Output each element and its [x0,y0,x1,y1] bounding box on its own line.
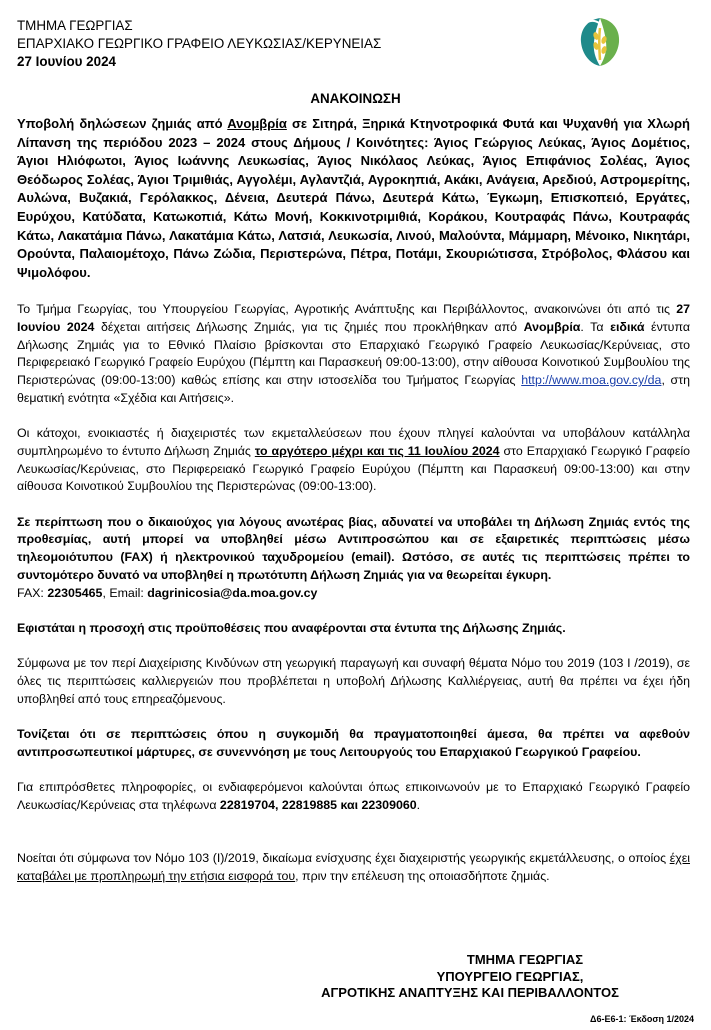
ministry-logo-icon [575,14,625,70]
paragraph-law: Σύμφωνα με τον περί Διαχείρισης Κινδύνων στη γεωργική παραγωγή και συναφή θέματα Νόμο του 2019 (103 Ι /2019), σε όλες τις περιπτώσεις καλλιεργειών που προβλέπεται η υποβολή Δήλωσης Καλλιέργειας, αυτή θα πρέπει να έχει ήδη υποβληθεί από τους επηρεαζόμενους. [17,656,690,706]
department-name: ΤΜΗΜΑ ΓΕΩΡΓΙΑΣ [17,18,133,33]
document-date: 27 Ιουνίου 2024 [17,54,116,69]
paragraph-witnesses: Τονίζεται ότι σε περιπτώσεις όπου η συγκομιδή θα πραγματοποιηθεί άμεσα, θα πρέπει να αφεθούν αντιπροσωπευτικοί μάρτυρες, σε συνεννόηση με τους Λειτουργούς του Επαρχιακού Γεωργικού Γραφείου. [17,727,690,759]
paragraph-contact: Για επιπρόσθετες πληροφορίες, οι ενδιαφερόμενοι καλούνται όπως επικοινωνούν με το Επαρχιακό Γεωργικό Γραφείο Λευκωσίας/Κερύνειας στα τηλέφωνα 22819704, 22819885 και 22309060. [17,780,690,812]
paragraph-applications: Το Τμήμα Γεωργίας, του Υπουργείου Γεωργίας, Αγροτικής Ανάπτυξης και Περιβάλλοντος, ανακοινώνει ότι από τις 27 Ιουνίου 2024 δέχεται αιτήσεις Δήλωσης Ζημιάς, για τις ζημιές που προκλήθηκαν από Ανομβρία. Τα ειδικά έντυπα Δήλωσης Ζημιάς για το Εθνικό Πλαίσιο βρίσκονται στο Επαρχιακό Γεωργικό Γραφείο Λευκωσίας/Κερύνειας, στο Περιφερειακό Γεωργικό Γραφείο Ευρύχου (Πέμπτη και Παρασκευή 09:00-13:00), στην αίθουσα Κοινοτικού Συμβουλίου της Περιστερώνας (09:00-13:00) καθώς επίσης και στην ιστοσελίδα του Τμήματος Γεωργίας http://www.moa.gov.cy/da, στη θεματική ενότητα «Σχέδια και Αιτήσεις». [17,302,690,405]
signature-line-3: ΑΓΡΟΤΙΚΗΣ ΑΝΑΠΤΥΞΗΣ ΚΑΙ ΠΕΡΙΒΑΛΛΟΝΤΟΣ [321,985,619,1001]
signature-line-1: ΤΜΗΜΑ ΓΕΩΡΓΙΑΣ [466,952,584,967]
deadline-text: το αργότερο μέχρι και τις 11 Ιουλίου 2024 [254,443,500,458]
announcement-title: ΑΝΑΚΟΙΝΩΣΗ [310,91,401,106]
signature-line-2: ΥΠΟΥΡΓΕΙΟ ΓΕΩΡΓΙΑΣ, [436,968,584,984]
paragraph-attention: Εφιστάται η προσοχή στις προϋποθέσεις που αναφέρονται στα έντυπα της Δήλωσης Ζημιάς. [17,620,566,635]
paragraph-eligibility: Νοείται ότι σύμφωνα τον Νόμο 103 (Ι)/2019, δικαίωμα ενίσχυσης έχει διαχειριστής γεωργικής εκμετάλλευσης, ο οποίος έχει καταβάλει με προπληρωμή την ετήσια εισφορά του, πριν την επέλευση της οποιασδήποτε ζημιάς. [17,851,690,883]
paragraph-deadline: Οι κάτοχοι, ενοικιαστές ή διαχειριστές των εκμεταλλεύσεων που έχουν πληγεί καλούνται να υποβάλουν κατάλληλα συμπληρωμένο το έντυπο Δήλωση Ζημιάς το αργότερο μέχρι και τις 11 Ιουλίου 2024 στο Επαρχιακό Γεωργικό Γραφείο Λευκωσίας/Κερύνειας, στο Περιφερειακό Γεωργικό Γραφείο Ευρύχου (Πέμπτη και Παρασκευή 09:00-13:00) και στην αίθουσα Κοινοτικού Συμβουλίου της Περιστερώνας (09:00-13:00). [17,426,690,494]
phone-numbers: 22819704, 22819885 και 22309060 [219,797,417,812]
email-address: dagrinicosia@da.moa.gov.cy [147,585,318,600]
office-name: ΕΠΑΡΧΙΑΚΟ ΓΕΩΡΓΙΚΟ ΓΡΑΦΕΙΟ ΛΕΥΚΩΣΙΑΣ/ΚΕΡΥΝΕΙΑΣ [17,36,382,51]
form-version-code: Δ6-Ε6-1: Έκδοση 1/2024 [589,1014,694,1024]
fax-number: 22305465 [47,585,103,600]
paragraph-force-majeure: Σε περίπτωση που ο δικαιούχος για λόγους ανωτέρας βίας, αδυνατεί να υποβάλει τη Δήλωση Ζημιάς εντός της προθεσμίας, αυτή μπορεί να υποβληθεί μέσω Αντιπροσώπου και σε εξαιρετικές περιπτώσεις μέσω τηλεομοιότυπου (FAX) ή ηλεκτρονικού ταχυδρομείου (email). Ωστόσο, σε αυτές τις περιπτώσεις πρέπει το συντομότερο δυνατό να υποβληθεί η πρωτότυπη Δήλωση Ζημιάς για να θεωρείται έγκυρη. FAX: 22305465, Email: dagrinicosia@da.moa.gov.cy [17,514,690,600]
signature-block [300,952,640,1002]
letterhead [17,17,381,71]
lead-paragraph: Υποβολή δηλώσεων ζημιάς από Ανομβρία σε Σιτηρά, Ξηρικά Κτηνοτροφικά Φυτά και Ψυχανθή για Χλωρή Λίπανση της περιόδου 2023 – 2024 στους Δήμους / Κοινότητες: Άγιος Γεώργιος Λεύκας, Άγιος Δομέτιος, Άγιοι Ηλιόφωτοι, Άγιος Ιωάννης Λευκωσίας, Άγιος Νικόλαος Λεύκας, Άγιος Επιφάνιος Σολέας, Άγιος Θεόδωρος Σολέας, Άγιοι Τριμιθιάς, Αγγολέμι, Αγλαντζιά, Αγροκηπιά, Ακάκι, Ανάγεια, Αρεδιού, Αστρομερίτης, Αυλώνα, Βυζακιά, Γερόλακκος, Δένεια, Δευτερά Πάνω, Δευτερά Κάτω, Έγκωμη, Επισκοπειό, Εργάτες, Ευρύχου, Κατύδατα, Κατωκοπιά, Κάτω Μονή, Κοκκινοτριμιθιά, Κοράκου, Κουτραφάς Πάνω, Κουτραφάς Κάτω, Λακατάμια Πάνω, Λακατάμια Κάτω, Λατσιά, Λευκωσία, Λινού, Μαλούντα, Μάμμαρη, Μένοικο, Νικητάρι, Ορούντα, Παλαιομέτοχο, Πάνω Ζώδια, Περιστερώνα, Πέτρα, Ποτάμι, Σκουριώτισσα, Στρόβολος, Φλάσου και Ψιμολόφου. [17,116,690,280]
moa-website-link[interactable]: http://www.moa.gov.cy/da [521,373,662,388]
announcement-body [17,115,690,903]
